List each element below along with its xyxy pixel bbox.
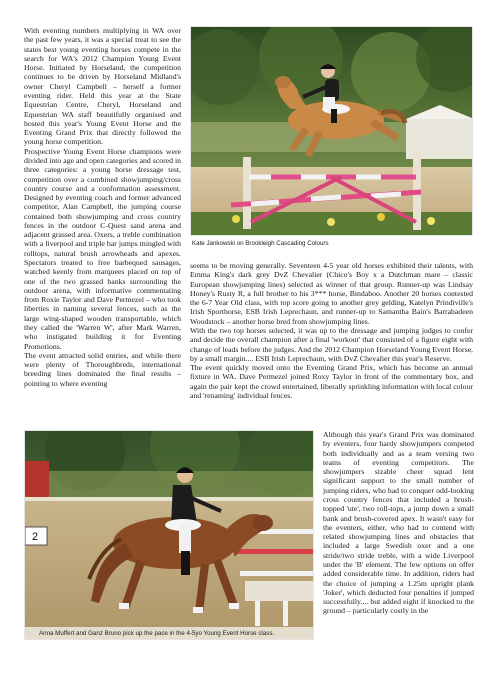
grand-prix-paragraph: The event quickly moved onto the Eventing Grand Prix, which has become an annual fixture in WA. Dave Permezel joined Roxy Taylor in front of the commentary box, and again the pair kept the crowd entertained, liberally sprinkling information with local colour and 'renaming' individual fences.	[190, 363, 473, 400]
left-column	[24, 26, 181, 388]
competitor-number-board: 2	[32, 531, 39, 543]
grand-prix-detail-paragraph: Although this year's Grand Prix was dominated by eventers, four hardy showjumpers competed both individually and as a team versing two teams of eventing competitors. The showjumpers sizable cheer squad lent significant support to the small number of jumping riders, who had to conquer odd-looking cross country fences that included a brush-topped 'ute', two roll-tops, a jump down a small bank and brush-covered apex. It wasn't easy for the eventers, either, who had to contend with related showjumping lines and obstacles that included a large Swedish oxer and a one stride/two stride treble, with a wide Liverpool under the 'B' element. The few options on offer added considerable time. In addition, riders had the choice of jumping a 1.25m upright plank 'Joker', which deducted four penalties if jumped successfully.... but added eight if knocked to the ground – particularly costly in the	[323, 430, 474, 616]
intro-paragraph: With eventing numbers multiplying in WA over the past few years, it was a special treat to see the states best young eventing horses compete in the search for WA's 2012 Champion Young Event Horse. Initiated by Horseland, the competition continues to be driven by Horseland Midland's owner Cheryl Campbell – herself a former eventing rider. Held this year at the State Equestrian Centre, Cheryl, Horseland and Equestrian WA staff beautifully organised and hosted this year's Young Event Horse and the Eventing Grand Prix that directly followed the young horse competition.	[24, 26, 181, 147]
dressage-photo	[24, 430, 314, 640]
bottom-photo-caption: Anna Muffert and Ganz Bruno pick up the pace in the 4-5yo Young Event Horse class.	[39, 630, 275, 637]
show-jumping-illustration	[191, 27, 473, 236]
champion-paragraph: With the two top horses selected, it was up to the dressage and jumping judges to confer and decide the overall champion after a final 'workout' that consisted of a figure eight with change of leads before the judges. And the 2012 Champion Horseland Young Event Horse, by a small margin.... ESB Irish Leprechaun, with DvZ Chevalier this year's Reserve.	[190, 325, 473, 363]
results-paragraph: seems to be moving generally. Seventeen 4-5 year old horses exhibited their talents, with Emma King's dark grey DvZ Chevalier (Chico's Boy x a Dutchman mare – classic European showjumping lines) selected as winner of that group. Runner-up was Lindsay Honey's Rusty R, a full brother to his 3*** horse, Bindaboo. Another 20 horses contested the 6-7 Year Old class, with top score going to another grey gelding, Katelyn Prindiville's Irish Sporthorse, ESB Irish Leprechaun, and runner-up to Samantha Bain's Barrabadeen Woodstock – another horse bred from showjumping lines.	[190, 261, 473, 326]
right-column	[323, 430, 474, 616]
course-paragraph: Prospective Young Event Horse champions were divided into age and open categories and scored in three categories: a young horse dressage test, competition over a combined showjumping/cross country course and a conformation assessment. Designed by eventing coach and former advanced competitor, Alan Campbell, the jumping course contained both showjumping and cross country fences in the outdoor C-Quest sand arena and adjacent grassed area. Oxers, a treble combination with a liverpool and triple bar jumps mingled with rolltops, natural brush arrowheads and apexes. Spectators treated to free barbequed sausages, watched keenly from marquees placed on top of one of the two grassed banks surrounding the outdoor arena, with informative commentating from Roxie Taylor and Dave Permezel – who took liberties in naming several fences, such as the large wing-shaped wooden transportable, which they called the 'Warren W', after Mark Warren, who instigated building it for Eventing Promotions.	[24, 146, 181, 351]
dressage-illustration	[25, 431, 314, 640]
results-intro-paragraph: The event attracted solid entries, and while there were plenty of Thoroughbreds, international breeding lines dominated the final results – pointing to where eventing	[24, 350, 181, 388]
top-photo-caption: Kate Jankowski on Brookleigh Cascading Colours	[192, 240, 329, 247]
show-jumping-photo	[190, 26, 473, 236]
wide-column	[190, 261, 473, 400]
